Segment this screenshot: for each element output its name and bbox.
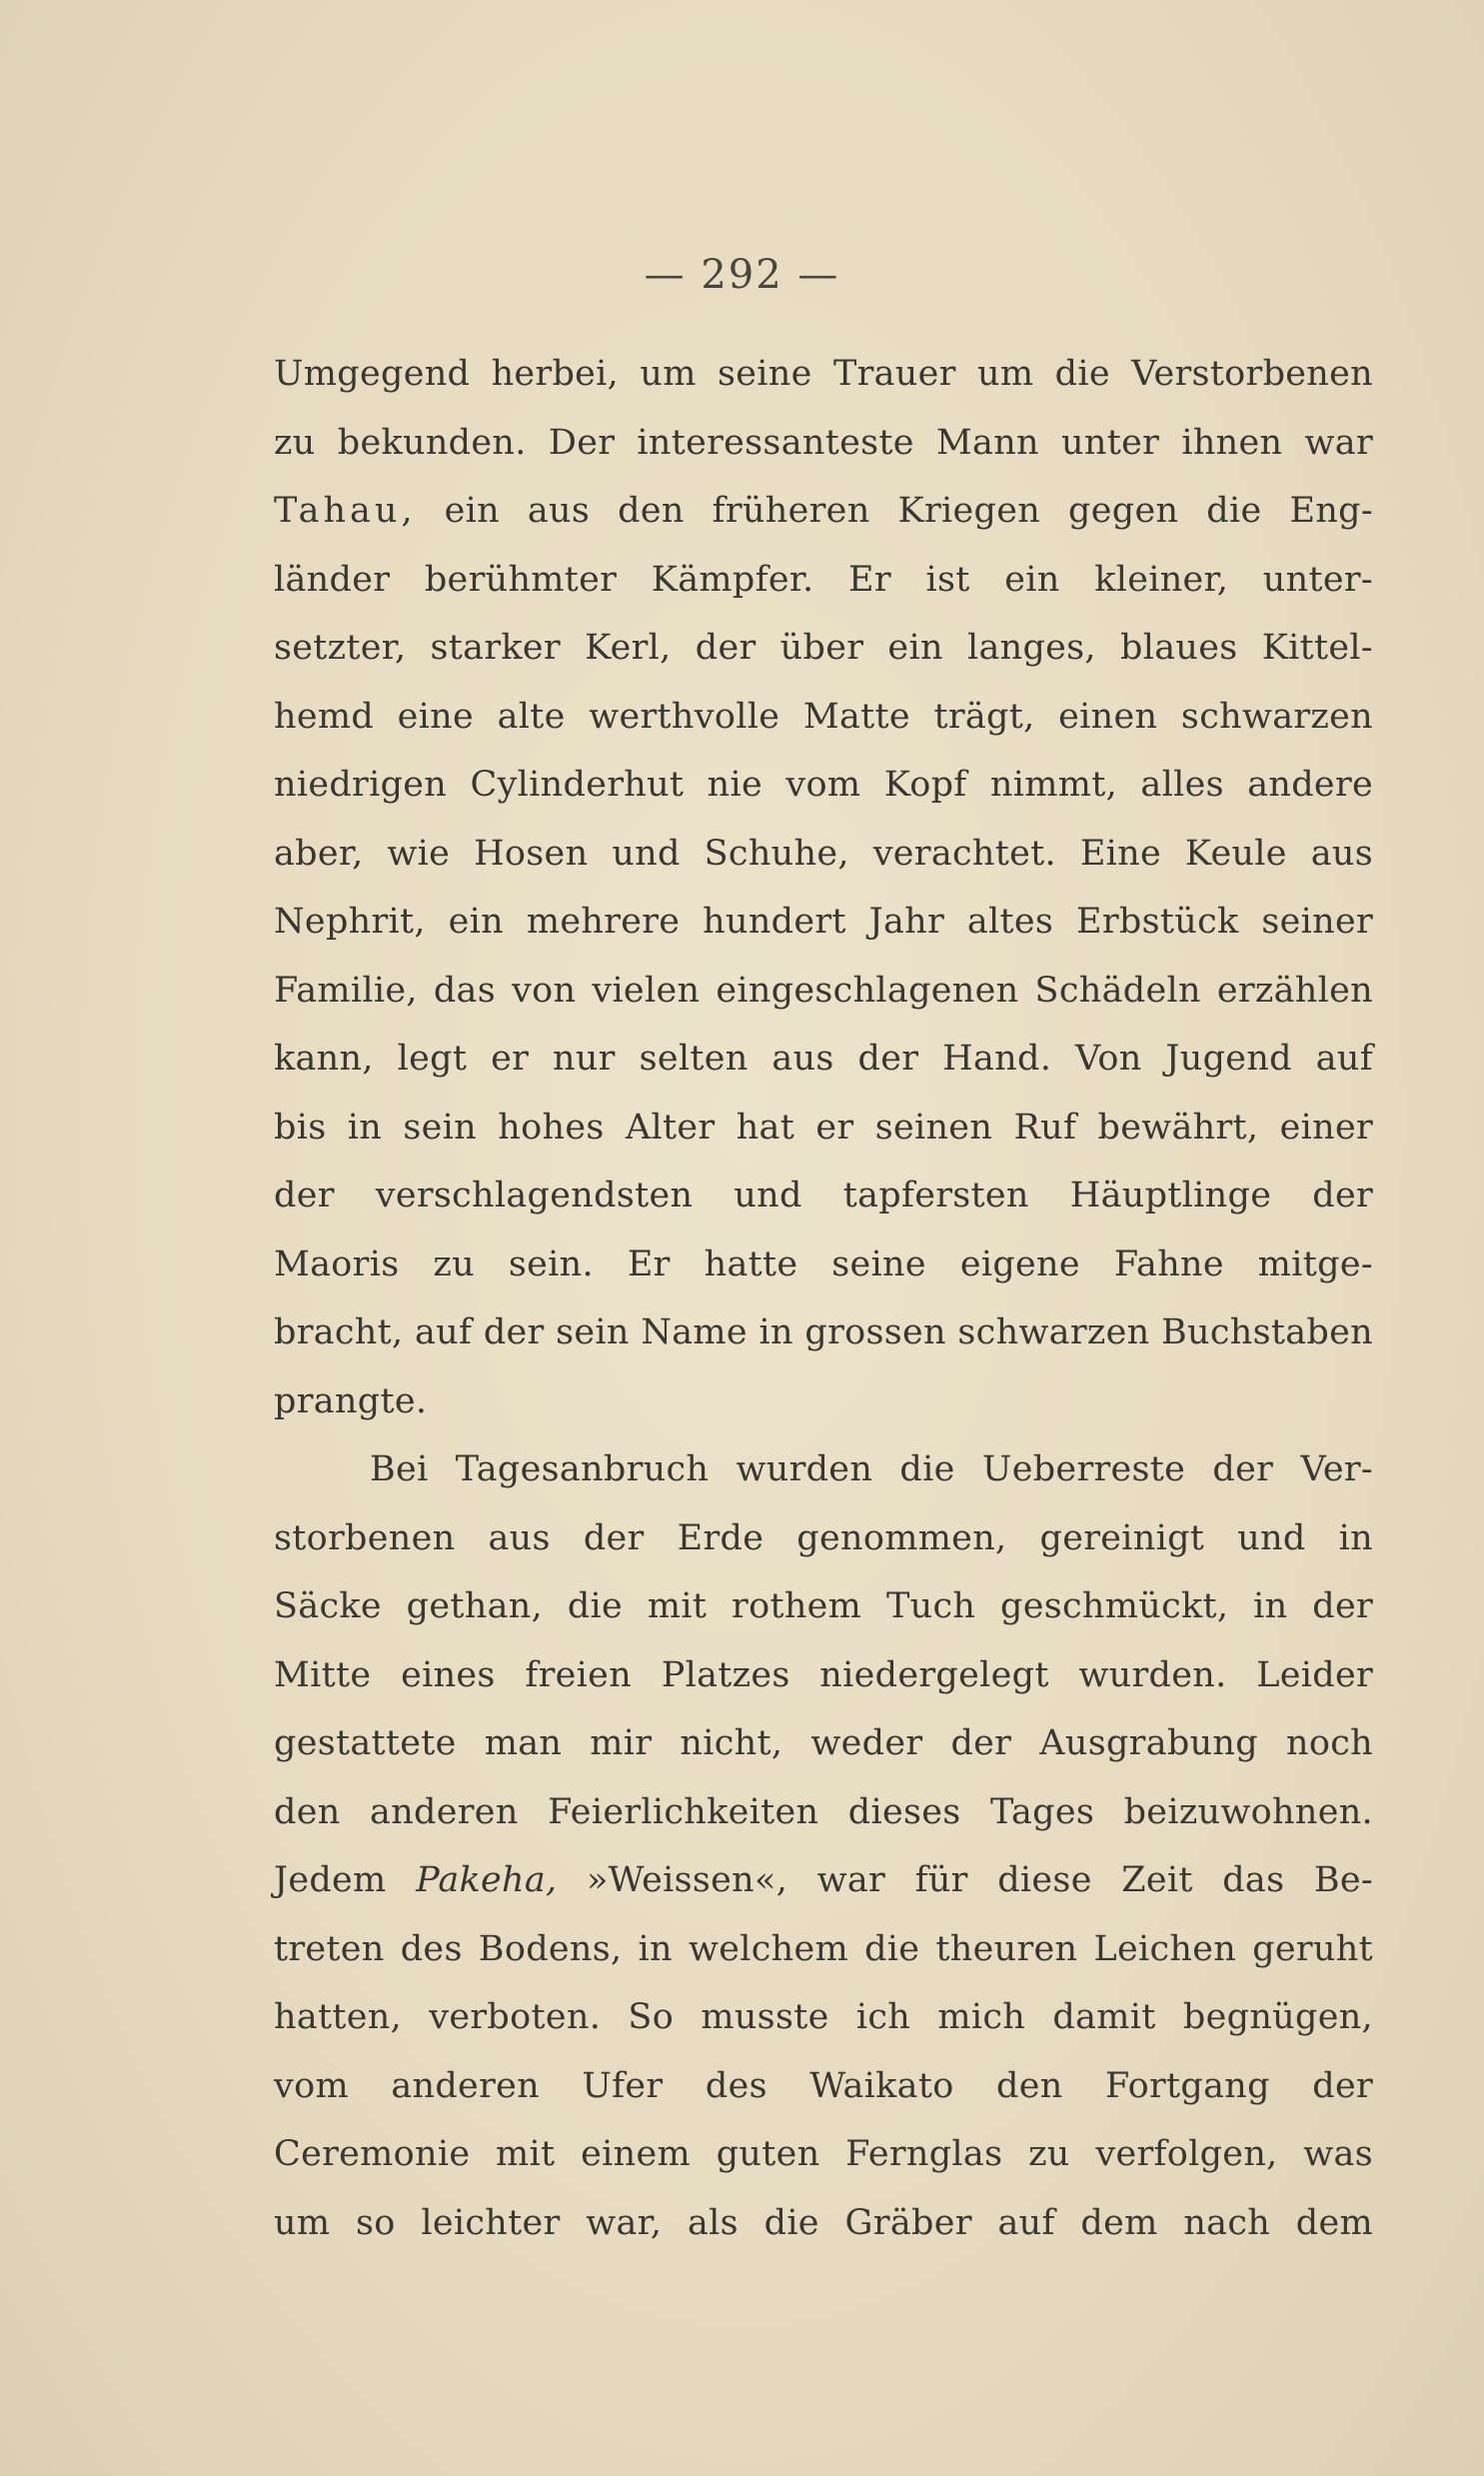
spaced-name: Tahau, <box>274 491 417 531</box>
text-line-start: Jedem <box>274 1860 417 1900</box>
text-line: kann, legt er nur selten aus der Hand. Von Jugend auf <box>274 1039 1373 1079</box>
text-line <box>274 1846 1373 1915</box>
text-line: Umgegend herbei, um seine Trauer um die Verstorbenen <box>274 354 1373 394</box>
text-line: vom anderen Ufer des Waikato den Fortgang der <box>274 2065 1373 2106</box>
text-line: Nephrit, ein mehrere hundert Jahr altes Erbstück seiner <box>274 902 1373 942</box>
text-line: prangte. <box>274 1380 428 1421</box>
text-line: der verschlagendsten und tapfersten Häuptlinge der <box>274 1176 1373 1216</box>
text-line: treten des Bodens, in welchem die theuren Leichen geruht <box>274 1928 1373 1969</box>
text-line: bracht, auf der sein Name in grossen schwarzen Buchstaben <box>274 1312 1373 1352</box>
text-line: Bei Tagesanbruch wurden die Ueberreste der Ver- <box>370 1449 1373 1489</box>
text-line: hemd eine alte werthvolle Matte trägt, einen schwarzen <box>274 696 1373 737</box>
text-line: Maoris zu sein. Er hatte seine eigene Fahne mitge- <box>274 1243 1373 1284</box>
text-line: niedrigen Cylinderhut nie vom Kopf nimmt, alles andere <box>274 765 1373 805</box>
text-line: Ceremonie mit einem guten Fernglas zu verfolgen, was <box>274 2134 1373 2174</box>
text-line-rest: »Weissen«, war für diese Zeit das Be- <box>557 1860 1373 1900</box>
text-line-rest: ein aus den früheren Kriegen gegen die Eng- <box>444 491 1373 531</box>
text-line: gestattete man mir nicht, weder der Ausgrabung noch <box>274 1723 1373 1763</box>
text-line: Säcke gethan, die mit rothem Tuch geschmückt, in der <box>274 1586 1373 1626</box>
text-line <box>274 477 1373 546</box>
text-line: den anderen Feierlichkeiten dieses Tages beizuwohnen. <box>274 1791 1373 1832</box>
text-line: setzter, starker Kerl, der über ein langes, blaues Kittel- <box>274 628 1373 668</box>
text-line: um so leichter war, als die Gräber auf dem nach dem <box>274 2202 1373 2243</box>
body-text <box>274 340 1373 2257</box>
text-line: Mitte eines freien Platzes niedergelegt wurden. Leider <box>274 1654 1373 1695</box>
text-line: hatten, verboten. So musste ich mich damit begnügen, <box>274 1997 1373 2037</box>
page-number: — 292 — <box>644 252 840 298</box>
text-line: länder berühmter Kämpfer. Er ist ein kleiner, unter- <box>274 559 1373 600</box>
italic-word: Pakeha, <box>416 1860 558 1900</box>
text-line: bis in sein hohes Alter hat er seinen Ruf bewährt, einer <box>274 1107 1373 1148</box>
text-line: aber, wie Hosen und Schuhe, verachtet. Eine Keule aus <box>274 833 1373 874</box>
text-line: zu bekunden. Der interessanteste Mann unter ihnen war <box>274 422 1373 463</box>
text-line: storbenen aus der Erde genommen, gereinigt und in <box>274 1517 1373 1558</box>
text-line: Familie, das von vielen eingeschlagenen Schädeln erzählen <box>274 970 1373 1011</box>
